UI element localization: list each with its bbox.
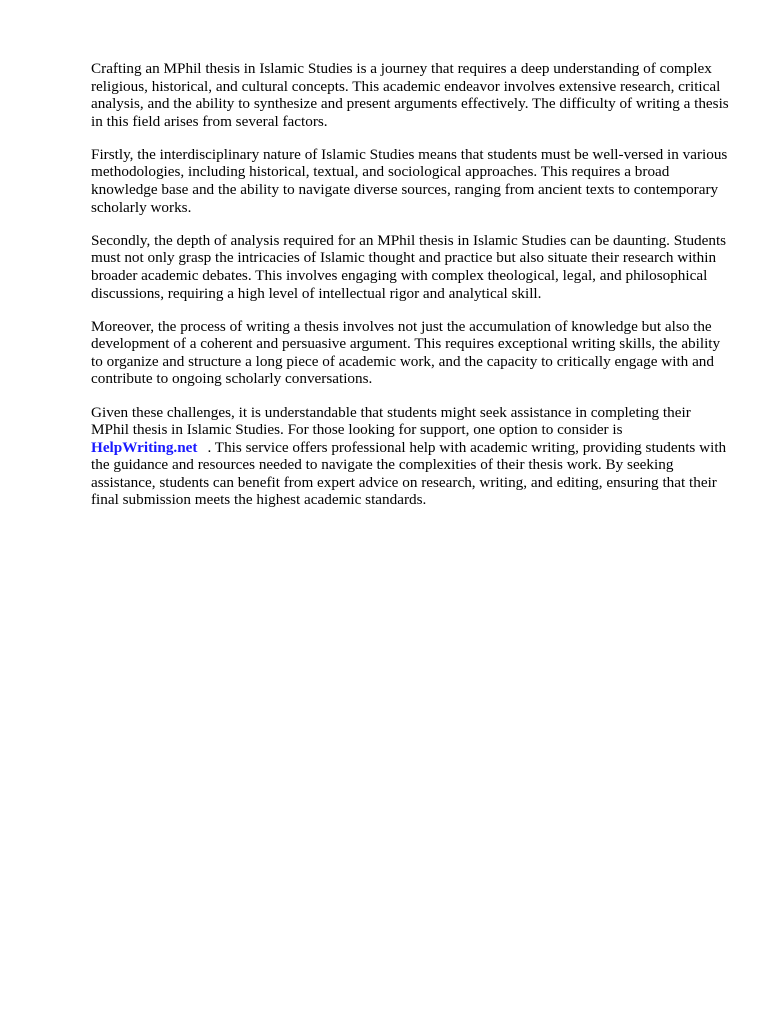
assistance-text-before-link: Given these challenges, it is understandable that students might seek assistance in completing their MPhil thesis in Islamic Studies. For those looking for support, one option to consider is: [91, 403, 691, 439]
helpwriting-link[interactable]: HelpWriting.net: [91, 438, 198, 456]
document-page: [91, 60, 731, 525]
assistance-text-after-link: . This service offers professional help with academic writing, providing students with the guidance and resources needed to navigate the complexities of their thesis work. By seeking assistance, students can benefit from expert advice on research, writing, and editing, ensuring that their final submission meets the highest academic standards.: [91, 438, 727, 509]
paragraph-intro: Crafting an MPhil thesis in Islamic Studies is a journey that requires a deep understanding of complex religious, historical, and cultural concepts. This academic endeavor involves extensive research, critical analysis, and the ability to synthesize and present arguments effectively. The difficulty of writing a thesis in this field arises from several factors.: [91, 60, 729, 130]
paragraph-depth-of-analysis: Secondly, the depth of analysis required for an MPhil thesis in Islamic Studies can be daunting. Students must not only grasp the intricacies of Islamic thought and practice but also situate their research within broader academic debates. This involves engaging with complex theological, legal, and philosophical discussions, requiring a high level of intellectual rigor and analytical skill.: [91, 231, 727, 302]
paragraph-interdisciplinary: Firstly, the interdisciplinary nature of Islamic Studies means that students must be well-versed in various methodologies, including historical, textual, and sociological approaches. This requires a broad knowledge base and the ability to navigate diverse sources, ranging from ancient texts to contemporary scholarly works.: [91, 145, 728, 216]
paragraph-writing-process: Moreover, the process of writing a thesis involves not just the accumulation of knowledge but also the development of a coherent and persuasive argument. This requires exceptional writing skills, the ability to organize and structure a long piece of academic work, and the capacity to critically engage with and contribute to ongoing scholarly conversations.: [91, 317, 721, 388]
paragraph-assistance: [91, 404, 731, 510]
